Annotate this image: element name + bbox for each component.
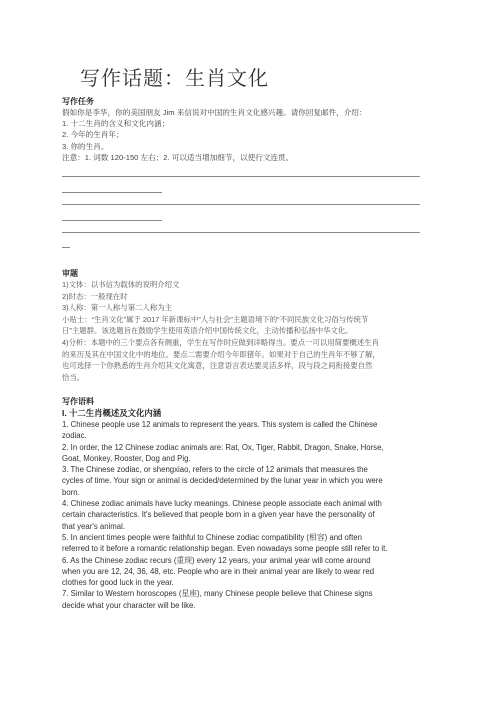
task-line: 1. 十二生肖的含义和文化内涵； — [62, 119, 170, 129]
task-heading: 写作任务 — [62, 97, 94, 106]
paragraph-line: clothes for good luck in the year. — [62, 578, 174, 588]
review-section — [62, 268, 420, 383]
paragraph-line: cycles of time. Your sign or animal is decided/determined by the lunar year in which you were — [62, 476, 383, 486]
review-line: 2)时态：一般现在时 — [62, 291, 128, 301]
paragraph-line: born. — [62, 487, 80, 497]
task-line: 注意：1. 词数 120-150 左右；2. 可以适当增加细节，以使行文连贯。 — [62, 152, 294, 162]
page-title: 写作话题：生肖文化 — [80, 66, 269, 90]
review-line: 4)分析：本题中的三个要点各有侧重，学生在写作时应做到详略得当。要点一可以用简要概述生肖 — [62, 337, 379, 347]
review-line: 日”主题群。该选题旨在鼓励学生使用英语介绍中国传统文化，主动传播和弘扬中华文化。 — [62, 326, 353, 336]
review-line: 1)文体：以书信为载体的说明介绍文 — [62, 280, 180, 289]
task-line: 3. 你的生肖。 — [62, 141, 109, 151]
paragraph-line: certain characteristics. It's believed that people born in a given year have the personality of — [62, 510, 375, 520]
answer-rule — [62, 176, 420, 177]
paragraph-line: 3. The Chinese zodiac, or shengxiao, refers to the circle of 12 animals that measures the — [62, 465, 368, 475]
answer-lines — [62, 176, 420, 248]
answer-rule — [62, 247, 70, 248]
paragraph-line: that year's animal. — [62, 521, 126, 531]
review-line: 3)人称：第一人称与第二人称为主 — [62, 303, 173, 313]
task-section — [62, 96, 420, 163]
answer-rule — [62, 192, 162, 193]
paragraph-line: 6. As the Chinese zodiac recurs (重现) every 12 years, your animal year will come around — [62, 555, 371, 565]
paragraph-line: zodiac. — [62, 431, 87, 441]
answer-rule — [62, 220, 162, 221]
paragraph-line: 7. Similar to Western horoscopes (星座), many Chinese people believe that Chinese signs — [62, 589, 373, 599]
paragraph-line: 2. In order, the 12 Chinese zodiac animals are: Rat, Ox, Tiger, Rabbit, Dragon, Snake, Horse, — [62, 442, 384, 452]
task-line: 假如你是李华，你的美国朋友 Jim 来信说对中国的生肖文化感兴趣。请你回复邮件，介绍： — [62, 108, 367, 117]
material-paragraph — [62, 532, 420, 555]
material-paragraph — [62, 442, 420, 465]
material-paragraph — [62, 498, 420, 532]
review-line: 也可选择一个你熟悉的生肖介绍其文化寓意，注意语言表达要灵活多样，段与段之间衔接要自然 — [62, 361, 373, 371]
material-paragraph — [62, 464, 420, 498]
materials-section — [62, 396, 420, 611]
paragraph-line: 1. Chinese people use 12 animals to represent the years. This system is called the Chinese — [62, 420, 378, 429]
material-paragraph — [62, 555, 420, 589]
paragraph-line: 4. Chinese zodiac animals have lucky meanings. Chinese people associate each animal with — [62, 499, 382, 509]
task-line: 2. 今年的生肖年； — [62, 130, 124, 140]
review-heading: 审题 — [62, 269, 78, 278]
paragraph-line: Goat, Monkey, Rooster, Dog and Pig. — [62, 453, 191, 463]
paragraph-line: 5. In ancient times people were faithful to Chinese zodiac compatibility (相容) and often — [62, 532, 362, 542]
paragraph-line: decide what your character will be like. — [62, 600, 196, 610]
material-paragraph — [62, 588, 420, 611]
material-paragraph — [62, 419, 420, 442]
review-line: 小贴士：“生肖文化”属于 2017 年新课标中“人与社会”主题语境下的“不同民族文化习俗与传统节 — [62, 314, 369, 324]
review-line: 恰当。 — [62, 372, 85, 382]
paragraph-line: when you are 12, 24, 36, 48, etc. People who are in their animal year are likely to wear red — [62, 566, 375, 576]
answer-rule — [62, 204, 420, 205]
review-line: 的来历及其在中国文化中的地位。要点二需要介绍今年即猪年。如果对于自己的生肖年不够了解， — [62, 349, 380, 359]
materials-section-heading: I. 十二生肖概述及文化内涵 — [62, 408, 162, 418]
materials-heading: 写作语料 — [62, 397, 94, 406]
answer-rule — [62, 232, 420, 233]
paragraph-line: referred to it before a romantic relationship began. Even nowadays some people still refer to it. — [62, 544, 388, 554]
